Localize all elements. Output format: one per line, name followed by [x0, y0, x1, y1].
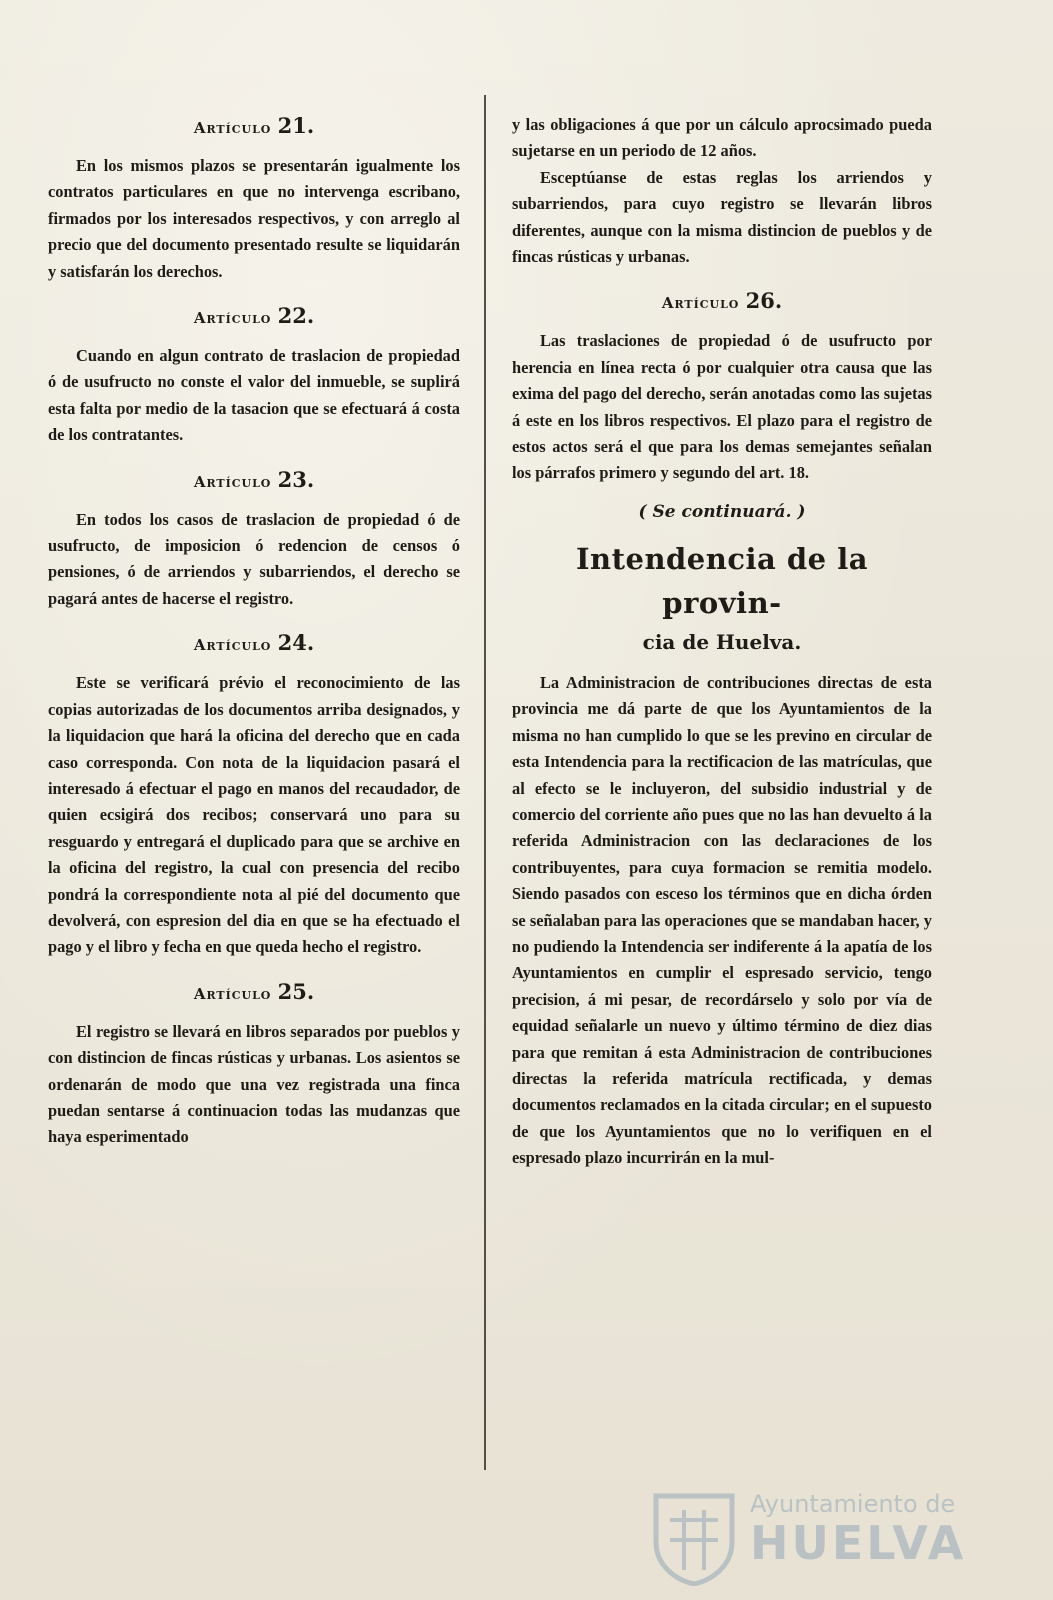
article-label: Artículo [661, 294, 740, 313]
article-26-text: Las traslaciones de propiedad ó de usufructo por herencia en línea recta ó por cualquier otra causa que las exima del pago del derecho, serán anotadas como las sujetas á este en los libros respectivos. El plazo para el registro de estos actos será el que para los demas semejantes señalan los párrafos primero y segundo del art. 18. [512, 331, 932, 483]
article-number: 26. [745, 288, 783, 314]
article-label: Artículo [193, 984, 272, 1003]
article-22-text: Cuando en algun contrato de traslacion de propiedad ó de usufructo no conste el valor del inmueble, se suplirá esta falta por medio de la tasacion que se efectuará á costa de los contratantes. [48, 346, 460, 445]
article-25-heading [48, 978, 460, 1008]
section-heading: Intendencia de la provin- [575, 541, 869, 620]
article-number: 25. [277, 978, 315, 1004]
article-21-heading [48, 112, 460, 142]
section-heading-line2: cia de Huelva. [642, 629, 802, 654]
article-label: Artículo [193, 309, 272, 328]
left-column [48, 112, 460, 1151]
article-number: 24. [277, 630, 315, 656]
shield-icon [650, 1490, 738, 1586]
watermark-main-text: HUELVA [750, 1516, 967, 1570]
continued-note: ( Se continuará. ) [638, 501, 806, 522]
article-25-second-paragraph: Esceptúanse de estas reglas los arriendos y subarriendos, para cuyo registro se llevarán libros diferentes, aunque con la misma distincion de pueblos y de fincas rústicas y urbanas. [512, 167, 932, 267]
article-number: 22. [277, 303, 315, 329]
intendencia-text: La Administracion de contribuciones directas de esta provincia me dá parte de que los Ayuntamientos de la misma no han cumplido lo que se les previno en circular de esta Intendencia para la rectificacion de las matrículas, que al efecto se le incluyeron, del subsidio industrial y de comercio del corriente año pues que no las han devuelto á la referida Administracion con las declaraciones de los contribuyentes, para cuya formacion se remitia modelo. Siendo pasados con esceso los términos que en dicha órden se señalaban para las operaciones que se mandaban hacer, y no pudiendo la Intendencia ser indiferente á la apatía de los Ayuntamientos en cumplir el espresado servicio, tengo precision, á mi pesar, de recordárselo y solo por vía de equidad señalarle un nuevo y último término de diez dias para que remitan á esta Administracion de contribuciones directas la referida matrícula rectificada, y demas documentos reclamados en la citada circular; en el supuesto de que los Ayuntamientos que no lo verifiquen en el espresado plazo incurrirán en la mul- [512, 672, 932, 1168]
article-23-heading [48, 466, 460, 496]
article-number: 23. [277, 466, 315, 492]
article-21-text: En los mismos plazos se presentarán igualmente los contratos particulares en que no intervenga escribano, firmados por los interesados respectivos, y con arreglo al precio que del documento presentado resulte se liquidarán y satisfarán los derechos. [48, 156, 460, 281]
article-23-text: En todos los casos de traslacion de propiedad ó de usufructo, de imposicion ó redencion de censos ó pensiones, ó de arriendos y subarriendos, el derecho se pagará antes de hacerse el registro. [48, 509, 460, 608]
article-24-heading [48, 629, 460, 659]
article-label: Artículo [193, 472, 272, 491]
article-24-text: Este se verificará prévio el reconocimiento de las copias autorizadas de los documentos arriba designados, y la liquidacion que hará la oficina del derecho que en cada caso corresponda. Con nota de la liquidacion pasará el interesado á efectuar el pago en manos del recaudador, de quien ecsigirá dos recibos; conservará uno para su resguardo y entregará el duplicado para que se archive en la oficina del registro, la cual con presencia del recibo pondrá la correspondiente nota al pié del documento que devolverá, con espresion del dia en que se ha efectuado el pago y el libro y fecha en que queda hecho el registro. [48, 673, 460, 957]
article-25-text: El registro se llevará en libros separados por pueblos y con distincion de fincas rústicas y urbanas. Los asientos se ordenarán de modo que una vez registrada una finca puedan sentarse á continuacion todas las mudanzas que haya esperimentado [48, 1021, 460, 1147]
right-column [512, 112, 932, 1172]
article-label: Artículo [193, 636, 272, 655]
article-26-heading [512, 287, 932, 317]
column-divider [484, 95, 486, 1470]
article-number: 21. [277, 113, 315, 138]
article-22-heading [48, 302, 460, 332]
watermark-logo [650, 1490, 980, 1590]
article-label: Artículo [193, 119, 272, 137]
article-25-continuation: y las obligaciones á que por un cálculo aprocsimado pueda sujetarse en un periodo de 12 años. [512, 115, 932, 161]
watermark-top-text: Ayuntamiento de [750, 1490, 956, 1518]
